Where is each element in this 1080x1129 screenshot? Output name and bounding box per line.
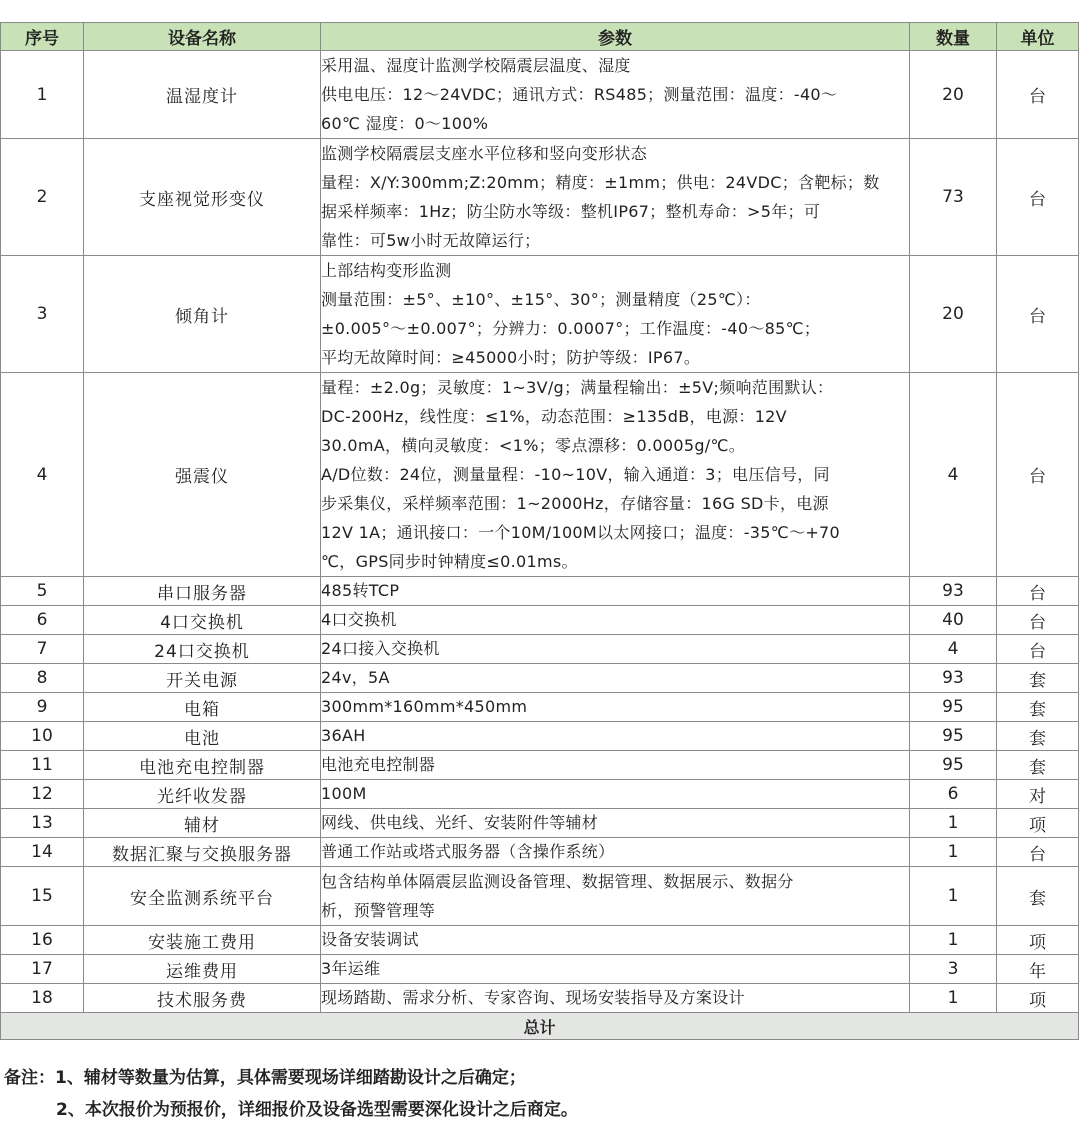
table-row — [1, 664, 1079, 693]
param-line: 靠性：可5w小时无故障运行； — [321, 231, 541, 250]
row-device-name: 光纤收发器 — [84, 780, 321, 809]
param-line: DC-200Hz，线性度：≤1%，动态范围：≥135dB，电源：12V — [321, 407, 787, 426]
row-index: 10 — [1, 722, 84, 751]
row-quantity: 95 — [910, 751, 997, 780]
row-unit: 项 — [997, 926, 1079, 955]
row-params — [321, 780, 910, 809]
row-device-name: 4口交换机 — [84, 606, 321, 635]
table-row — [1, 838, 1079, 867]
param-line: 监测学校隔震层支座水平位移和竖向变形状态 — [321, 144, 648, 163]
row-quantity: 4 — [910, 635, 997, 664]
row-unit: 套 — [997, 722, 1079, 751]
row-params — [321, 693, 910, 722]
row-device-name: 安全监测系统平台 — [84, 867, 321, 926]
row-index: 16 — [1, 926, 84, 955]
row-unit: 台 — [997, 373, 1079, 577]
row-device-name: 温湿度计 — [84, 51, 321, 139]
row-quantity: 93 — [910, 664, 997, 693]
param-line: 485转TCP — [321, 581, 400, 600]
row-index: 13 — [1, 809, 84, 838]
param-line: 现场踏勘、需求分析、专家咨询、现场安装指导及方案设计 — [321, 988, 745, 1007]
param-line: 300mm*160mm*450mm — [321, 697, 528, 716]
row-quantity: 40 — [910, 606, 997, 635]
row-device-name: 电箱 — [84, 693, 321, 722]
table-row — [1, 635, 1079, 664]
param-line: 24v，5A — [321, 668, 390, 687]
row-params — [321, 664, 910, 693]
param-line: 步采集仪，采样频率范围：1~2000Hz，存储容量：16G SD卡，电源 — [321, 494, 829, 513]
row-index: 2 — [1, 139, 84, 256]
header-qty: 数量 — [910, 23, 997, 51]
remarks — [4, 1062, 578, 1126]
header-name: 设备名称 — [84, 23, 321, 51]
row-unit: 对 — [997, 780, 1079, 809]
table-row — [1, 139, 1079, 256]
row-index: 14 — [1, 838, 84, 867]
remark-line-1: 备注：1、辅材等数量为估算，具体需要现场详细踏勘设计之后确定； — [4, 1068, 526, 1088]
param-line: 测量范围：±5°、±10°、±15°、30°；测量精度（25℃）： — [321, 290, 761, 309]
row-params — [321, 838, 910, 867]
param-line: 30.0mA，横向灵敏度：<1%；零点漂移：0.0005g/℃。 — [321, 436, 746, 455]
row-quantity: 1 — [910, 867, 997, 926]
row-device-name: 数据汇聚与交换服务器 — [84, 838, 321, 867]
header-row — [1, 23, 1079, 51]
param-line: 量程：X/Y:300mm;Z:20mm；精度：±1mm；供电：24VDC；含靶标；数 — [321, 173, 880, 192]
table-body — [1, 51, 1079, 1013]
row-unit: 套 — [997, 751, 1079, 780]
row-params — [321, 373, 910, 577]
row-device-name: 串口服务器 — [84, 577, 321, 606]
row-index: 4 — [1, 373, 84, 577]
row-device-name: 开关电源 — [84, 664, 321, 693]
table-row — [1, 751, 1079, 780]
table-row — [1, 926, 1079, 955]
row-index: 8 — [1, 664, 84, 693]
remark-line-2: 2、本次报价为预报价，详细报价及设备选型需要深化设计之后商定。 — [56, 1100, 578, 1120]
row-device-name: 安装施工费用 — [84, 926, 321, 955]
row-index: 3 — [1, 256, 84, 373]
param-line: 析，预警管理等 — [321, 901, 436, 920]
row-params — [321, 984, 910, 1013]
row-index: 18 — [1, 984, 84, 1013]
total-row — [1, 1013, 1079, 1040]
param-line: 3年运维 — [321, 959, 381, 978]
row-index: 9 — [1, 693, 84, 722]
row-quantity: 1 — [910, 926, 997, 955]
row-index: 11 — [1, 751, 84, 780]
row-quantity: 73 — [910, 139, 997, 256]
row-unit: 套 — [997, 664, 1079, 693]
table-row — [1, 722, 1079, 751]
row-params — [321, 809, 910, 838]
row-unit: 套 — [997, 867, 1079, 926]
row-quantity: 95 — [910, 722, 997, 751]
param-line: 电池充电控制器 — [321, 755, 436, 774]
param-line: 采用温、湿度计监测学校隔震层温度、湿度 — [321, 56, 631, 75]
table-row — [1, 867, 1079, 926]
row-index: 1 — [1, 51, 84, 139]
param-line: A/D位数：24位，测量量程：-10~10V，输入通道：3；电压信号，同 — [321, 465, 830, 484]
row-index: 17 — [1, 955, 84, 984]
row-params — [321, 256, 910, 373]
row-device-name: 辅材 — [84, 809, 321, 838]
param-line: 网线、供电线、光纤、安装附件等辅材 — [321, 813, 599, 832]
row-device-name: 运维费用 — [84, 955, 321, 984]
row-unit: 台 — [997, 606, 1079, 635]
header-params: 参数 — [321, 23, 910, 51]
table-row — [1, 256, 1079, 373]
row-params — [321, 751, 910, 780]
row-index: 15 — [1, 867, 84, 926]
row-index: 6 — [1, 606, 84, 635]
header-index: 序号 — [1, 23, 84, 51]
table-row — [1, 984, 1079, 1013]
row-quantity: 1 — [910, 809, 997, 838]
param-line: 平均无故障时间：≥45000小时；防护等级：IP67。 — [321, 348, 701, 367]
table-row — [1, 606, 1079, 635]
row-quantity: 4 — [910, 373, 997, 577]
param-line: 12V 1A；通讯接口：一个10M/100M以太网接口；温度：-35℃～+70 — [321, 523, 840, 542]
row-unit: 年 — [997, 955, 1079, 984]
row-unit: 项 — [997, 984, 1079, 1013]
row-device-name: 支座视觉形变仪 — [84, 139, 321, 256]
row-quantity: 20 — [910, 256, 997, 373]
param-line: 包含结构单体隔震层监测设备管理、数据管理、数据展示、数据分 — [321, 872, 794, 891]
row-unit: 台 — [997, 577, 1079, 606]
row-params — [321, 926, 910, 955]
header-unit: 单位 — [997, 23, 1079, 51]
row-unit: 套 — [997, 693, 1079, 722]
table-row — [1, 809, 1079, 838]
row-params — [321, 867, 910, 926]
row-params — [321, 51, 910, 139]
param-line: 供电电压：12～24VDC；通讯方式：RS485；测量范围：温度：-40～ — [321, 85, 838, 104]
row-unit: 台 — [997, 139, 1079, 256]
row-device-name: 24口交换机 — [84, 635, 321, 664]
row-quantity: 1 — [910, 838, 997, 867]
row-device-name: 技术服务费 — [84, 984, 321, 1013]
param-line: 24口接入交换机 — [321, 639, 440, 658]
row-index: 12 — [1, 780, 84, 809]
row-quantity: 93 — [910, 577, 997, 606]
row-quantity: 1 — [910, 984, 997, 1013]
row-quantity: 6 — [910, 780, 997, 809]
param-line: 60℃ 湿度：0～100% — [321, 114, 489, 133]
row-unit: 台 — [997, 635, 1079, 664]
total-label: 总计 — [1, 1013, 1079, 1040]
param-line: 设备安装调试 — [321, 930, 419, 949]
param-line: 100M — [321, 784, 367, 803]
row-unit: 台 — [997, 838, 1079, 867]
param-line: ±0.005°～±0.007°；分辨力：0.0007°；工作温度：-40～85℃； — [321, 319, 821, 338]
row-params — [321, 139, 910, 256]
row-params — [321, 722, 910, 751]
table-row — [1, 780, 1079, 809]
row-quantity: 20 — [910, 51, 997, 139]
param-line: 量程：±2.0g；灵敏度：1~3V/g；满量程输出：±5V;频响范围默认： — [321, 378, 834, 397]
table-row — [1, 373, 1079, 577]
row-index: 7 — [1, 635, 84, 664]
param-line: 据采样频率：1Hz；防尘防水等级：整机IP67；整机寿命：>5年；可 — [321, 202, 821, 221]
param-line: 普通工作站或塔式服务器（含操作系统） — [321, 842, 615, 861]
table-row — [1, 955, 1079, 984]
row-index: 5 — [1, 577, 84, 606]
row-device-name: 电池 — [84, 722, 321, 751]
param-line: 36AH — [321, 726, 366, 745]
row-quantity: 95 — [910, 693, 997, 722]
row-params — [321, 635, 910, 664]
row-quantity: 3 — [910, 955, 997, 984]
row-device-name: 电池充电控制器 — [84, 751, 321, 780]
row-unit: 台 — [997, 256, 1079, 373]
table-row — [1, 693, 1079, 722]
row-unit: 项 — [997, 809, 1079, 838]
row-params — [321, 606, 910, 635]
param-line: ℃，GPS同步时钟精度≤0.01ms。 — [321, 552, 578, 571]
param-line: 上部结构变形监测 — [321, 261, 452, 280]
table-row — [1, 51, 1079, 139]
param-line: 4口交换机 — [321, 610, 397, 629]
equipment-table — [0, 22, 1079, 1040]
table-row — [1, 577, 1079, 606]
row-params — [321, 955, 910, 984]
row-params — [321, 577, 910, 606]
row-device-name: 强震仪 — [84, 373, 321, 577]
row-unit: 台 — [997, 51, 1079, 139]
row-device-name: 倾角计 — [84, 256, 321, 373]
